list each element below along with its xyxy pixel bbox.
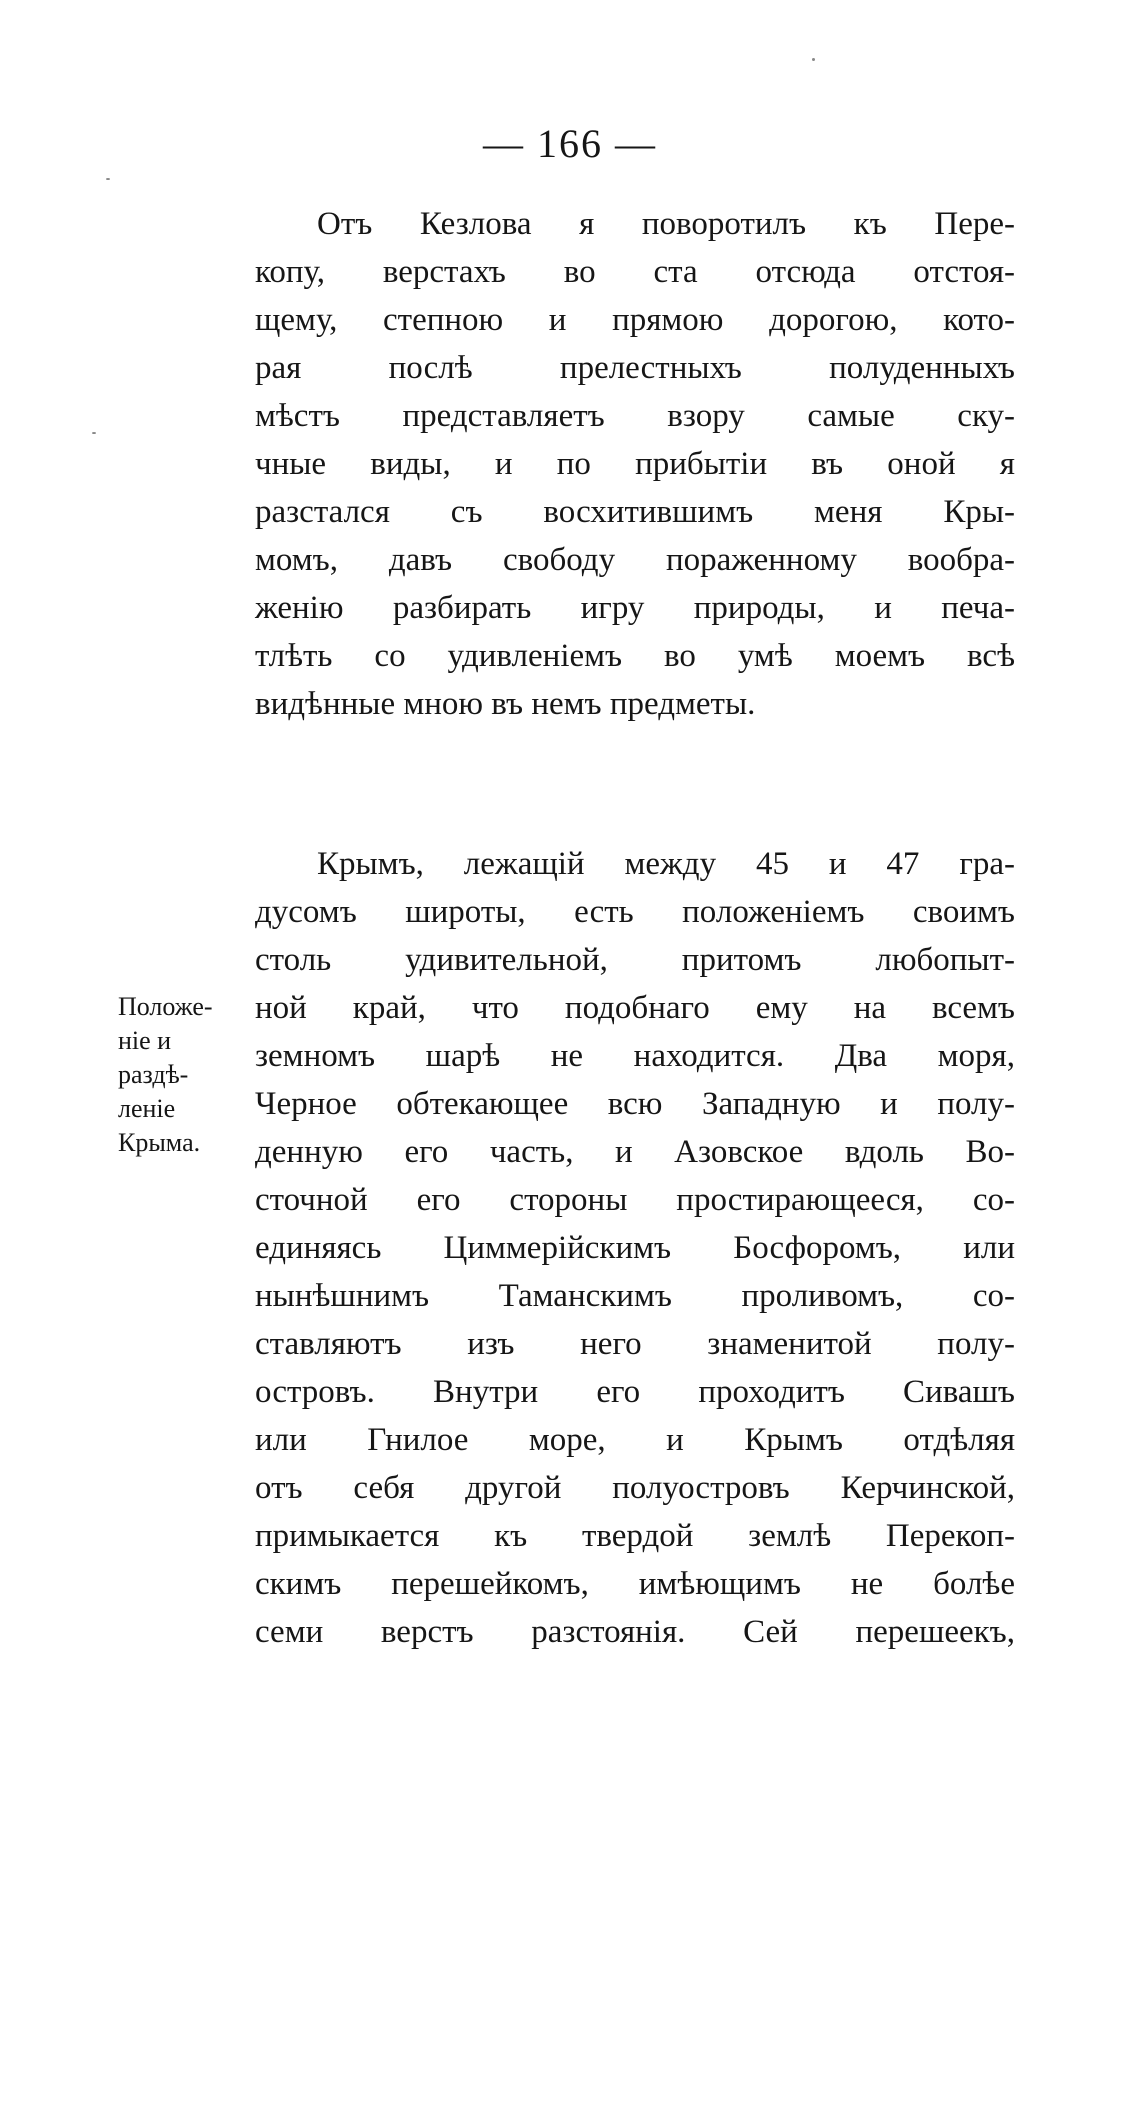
text-line: чные виды, и по прибытіи въ оной я [255,446,1015,482]
text-line: Отъ Кезлова я поворотилъ къ Пере- [317,206,1015,242]
paragraph-1 [255,200,1015,728]
page-number: — 166 — [483,121,657,166]
text-line: отъ себя другой полуостровъ Керчинской, [255,1470,1015,1506]
margin-note [118,990,253,1160]
text-line: щему, степною и прямою дорогою, кото- [255,302,1015,338]
text-line: копу, верстахъ во ста отсюда отстоя- [255,254,1015,290]
text-line: Черное обтекающее всю Западную и полу- [255,1086,1015,1122]
margin-note-line: леніе [118,1094,176,1123]
text-line: ной край, что подобнаго ему на всемъ [255,990,1015,1026]
paper-speck [92,432,96,434]
text-line: рая послѣ прелестныхъ полуденныхъ [255,350,1015,386]
margin-note-line: Крыма. [118,1128,201,1157]
margin-note-line: ніе и [118,1026,172,1055]
text-line: столь удивительной, притомъ любопыт- [255,942,1015,978]
text-line: ставляютъ изъ него знаменитой полу- [255,1326,1015,1362]
text-line: островъ. Внутри его проходитъ Сивашъ [255,1374,1015,1410]
text-line: скимъ перешейкомъ, имѣющимъ не болѣе [255,1566,1015,1602]
text-line: тлѣть со удивленіемъ во умѣ моемъ всѣ [255,638,1015,674]
text-line: момъ, давъ свободу пораженному вообра- [255,542,1015,578]
text-line: денную его часть, и Азовское вдоль Во- [255,1134,1015,1170]
text-line: дусомъ широты, есть положеніемъ своимъ [255,894,1015,930]
text-line: семи верстъ разстоянія. Сей перешеекъ, [255,1614,1015,1650]
text-line: Крымъ, лежащій между 45 и 47 гра- [317,846,1015,882]
text-line: мѣстъ представляетъ взору самые ску- [255,398,1015,434]
text-line: женію разбирать игру природы, и печа- [255,590,1015,626]
paper-speck [106,178,110,180]
margin-note-line: раздѣ- [118,1060,189,1089]
text-line: видѣнные мною въ немъ предметы. [255,686,756,722]
paper-speck [812,58,815,61]
text-line: единяясь Циммерійскимъ Босфоромъ, или [255,1230,1015,1266]
text-line: примыкается къ твердой землѣ Перекоп- [255,1518,1015,1554]
text-line: разстался съ восхитившимъ меня Кры- [255,494,1015,530]
margin-note-line: Положе- [118,992,213,1021]
text-line: сточной его стороны простирающееся, со- [255,1182,1015,1218]
text-line: нынѣшнимъ Таманскимъ проливомъ, со- [255,1278,1015,1314]
text-line: земномъ шарѣ не находится. Два моря, [255,1038,1015,1074]
text-line: или Гнилое море, и Крымъ отдѣляя [255,1422,1015,1458]
paragraph-2 [255,840,1015,1656]
